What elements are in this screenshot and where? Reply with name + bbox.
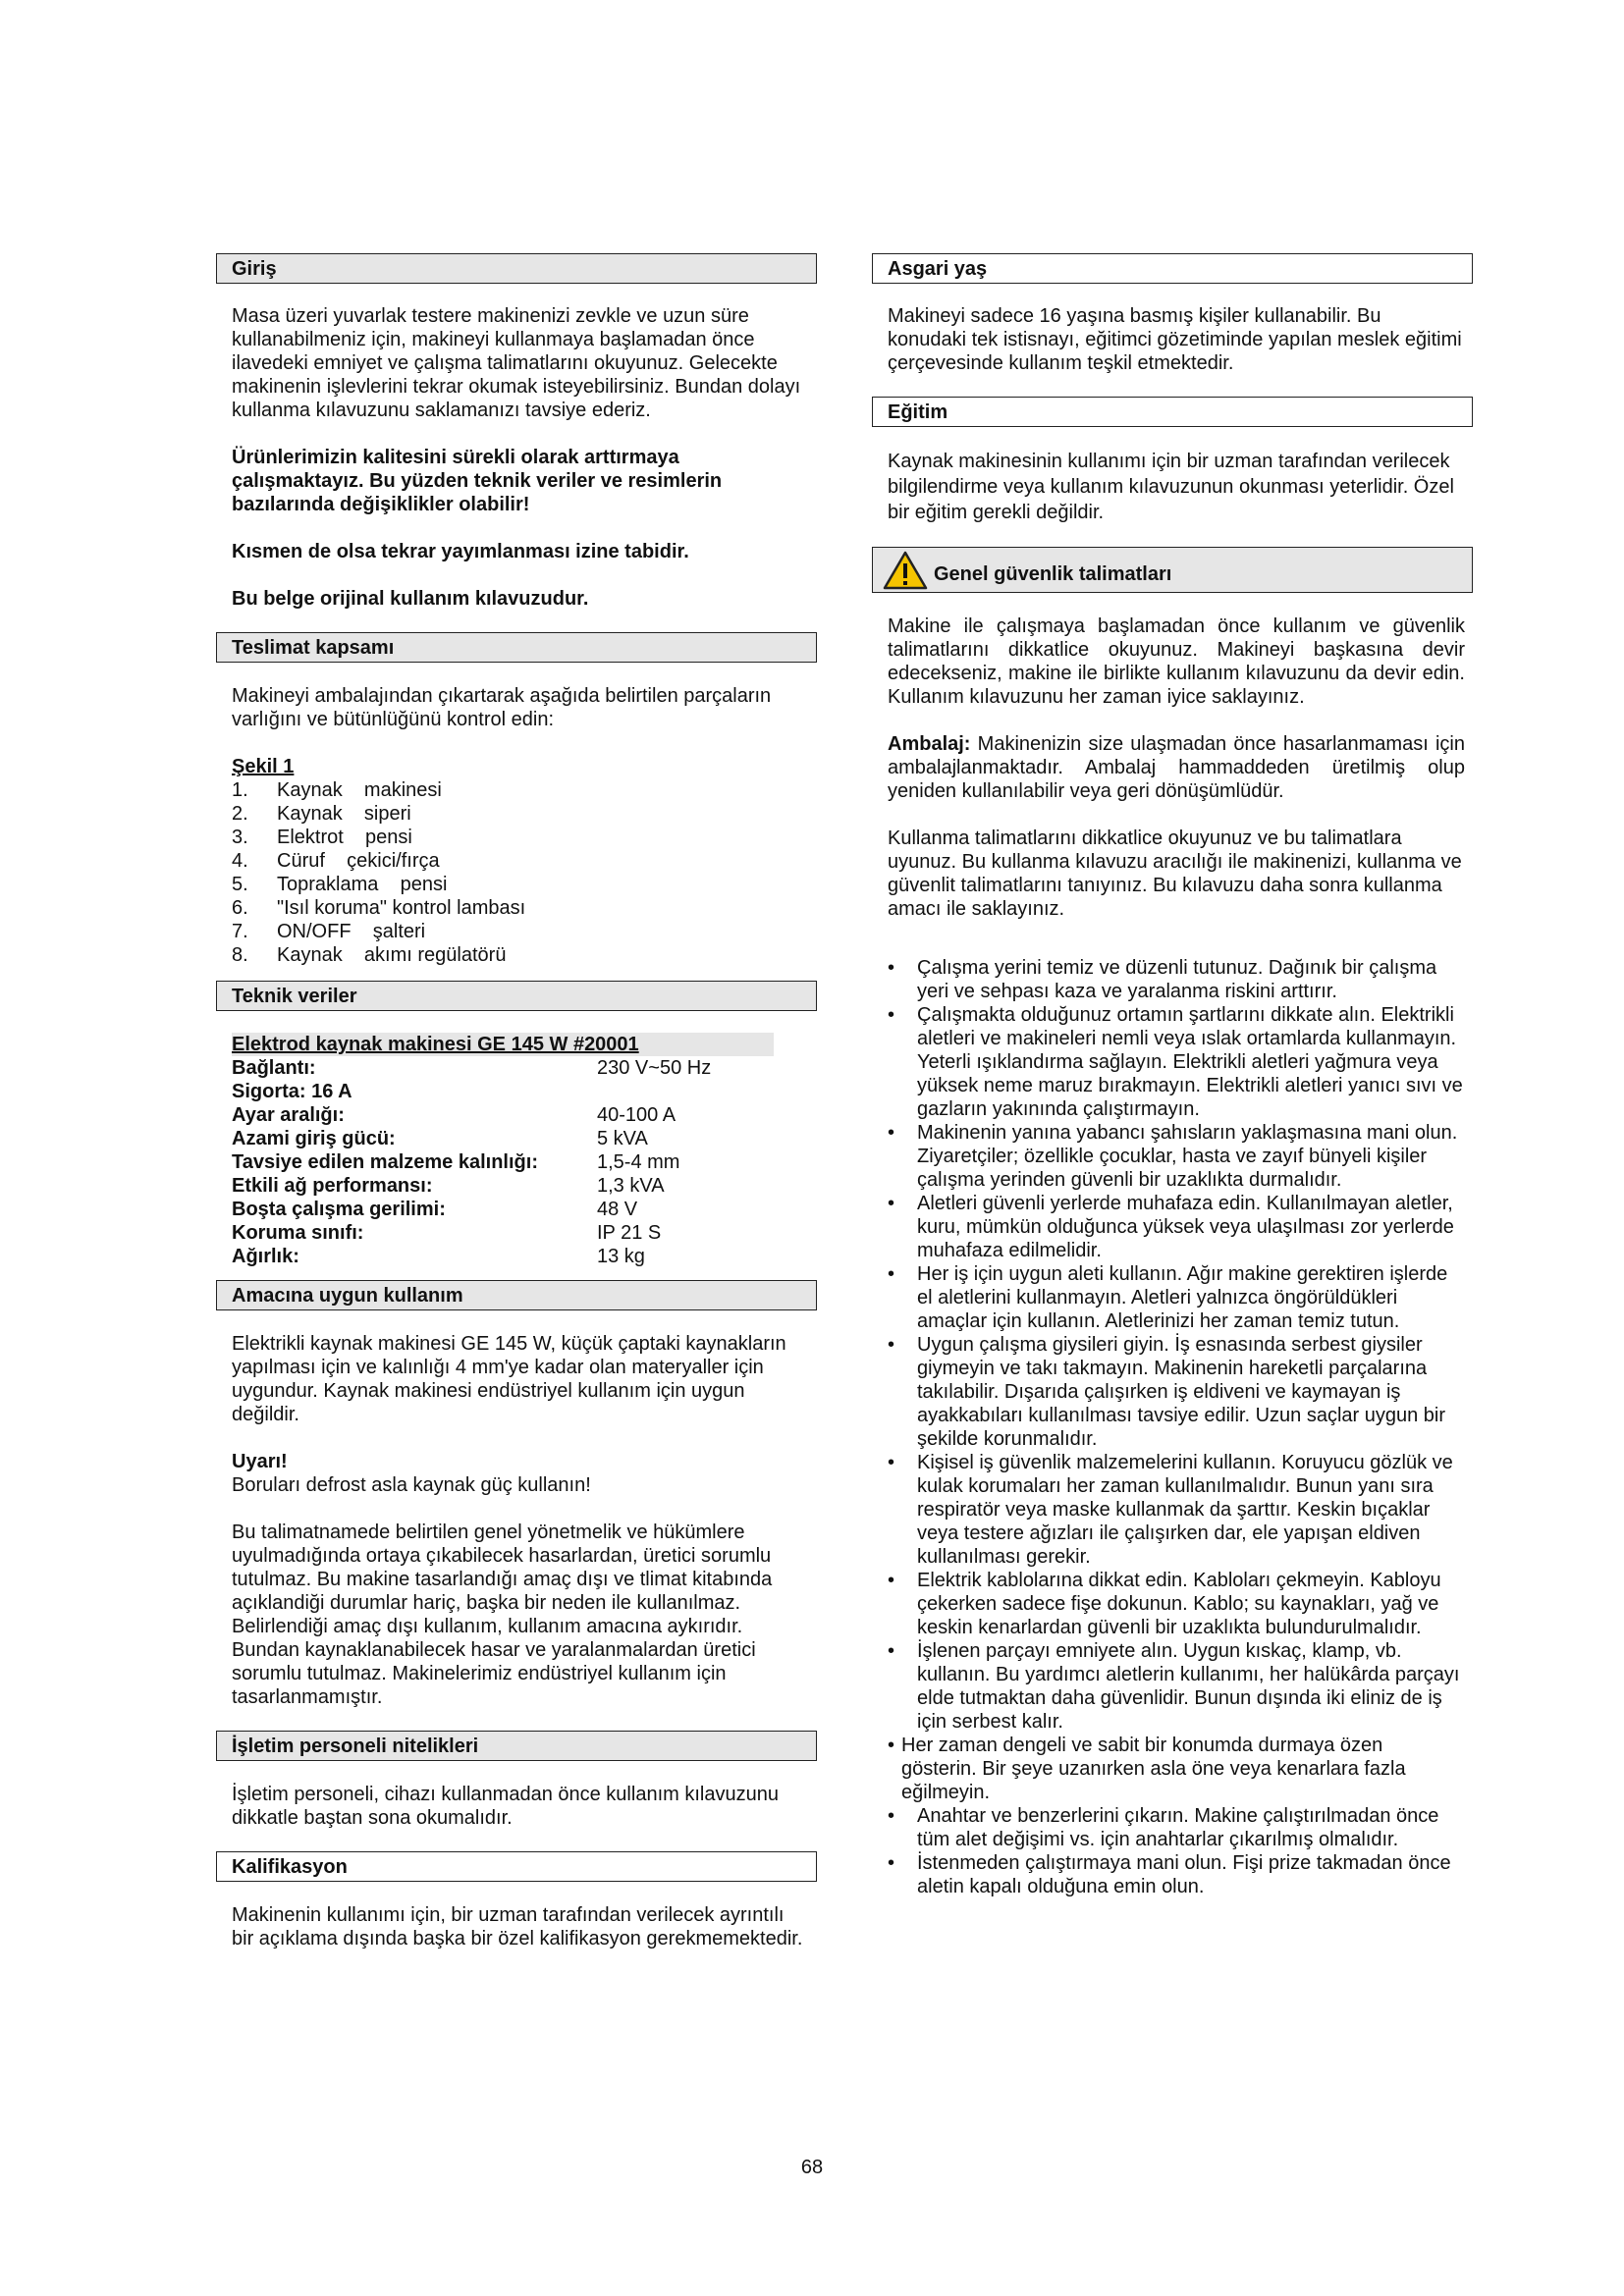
ambalaj-text: Makinenizin size ulaşmadan önce hasarlanmaması için ambalajlanmaktadır. Ambalaj hammaddeden üretilmiş olup yeniden kullanılabilir veya geri dönüşümlüdür. [888, 733, 1465, 802]
table-row: Boşta çalışma gerilimi: 48 V [232, 1199, 638, 1220]
list-item: • Uygun çalışma giysileri giyin. İş esnasında serbest giysiler giymeyin ve takı takmayın. Makinenin hareketli parçalarına takılabilir. Dışarıda çalışırken iş eldiveni ve kaymayan iş ayakkabıları kullanılması tavsiye edilir. Uzun saçlar uygun bir şekilde korunmalıdır. [888, 1334, 1446, 1450]
figure-label: Şekil 1 [232, 756, 295, 777]
safety-bullet-list [872, 956, 1473, 1898]
teknik-body [216, 1033, 817, 1268]
section-header-teknik: Teknik veriler [216, 981, 817, 1011]
list-item: 6. "Isıl koruma" kontrol lambası [232, 897, 526, 919]
isletim-paragraph: İşletim personeli, cihazı kullanmadan önce kullanım kılavuzunu dikkatle baştan sona okumalıdır. [232, 1784, 779, 1829]
guvenlik-title: Genel güvenlik talimatları [934, 563, 1172, 585]
liability-paragraph: Bu talimatnamede belirtilen genel yönetmelik ve hükümlere uyulmadığında ortaya çıkabilecek hasarlardan, üretici sorumlu tutulmaz. Bu makine tasarlandığı amaç dışı ve tlimat kitabında açıklandiği durumlar hariç, başka bir neden ile kullanılmaz. Belirlendiği amaç dışı kullanım, kullanım amacına aykırıdır. Bundan kaynaklanabilecek hasar ve yaralanmalardan üretici sorumlu tutulmaz. Makinelerimiz endüstriyel kullanım için tasarlanmamıştır. [232, 1522, 773, 1708]
table-row: Koruma sınıfı: IP 21 S [232, 1222, 662, 1244]
isletim-body [216, 1783, 817, 1830]
list-item: • İşlenen parçayı emniyete alın. Uygun kıskaç, klamp, vb. kullanın. Bu yardımcı aletlerin kullanımı, her halükârda parçayı elde tutmaktan daha güvenlidir. Bunun dışında iki eliniz de iş için serbest kalır. [888, 1640, 1460, 1733]
reprint-notice: Kısmen de olsa tekrar yayımlanması izine tabidir. [232, 541, 689, 562]
list-item: • Aletleri güvenli yerlerde muhafaza edin. Kullanılmayan aletler, kuru, mümkün olduğunca yüksek veya ulaşılması zor yerlerde muhafaza edilmelidir. [888, 1193, 1454, 1261]
list-item: • İstenmeden çalıştırmaya mani olun. Fişi prize takmadan önce aletin kapalı olduğuna emin olun. [888, 1852, 1451, 1897]
original-notice: Bu belge orijinal kullanım kılavuzudur. [232, 588, 589, 610]
section-header-teslimat: Teslimat kapsamı [216, 632, 817, 663]
list-item: • Elektrik kablolarına dikkat edin. Kabloları çekmeyin. Kabloyu çekerken sadece fişe dokunun. Kablo; su kaynakları, yağ ve keskin kenarlardan güvenli bir uzaklıkta bulundurulmalıdır. [888, 1570, 1441, 1638]
section-header-amac: Amacına uygun kullanım [216, 1280, 817, 1310]
list-item: • Her iş için uygun aleti kullanın. Ağır makine gerektiren işlerde el aletlerini kullanmayın. Aletleri yalnızca öngörüldükleri amaçlar için kullanın. Aletlerinizi her zaman temiz tutun. [888, 1263, 1448, 1332]
warning-title: Uyarı! [232, 1451, 288, 1472]
egitim-body [872, 449, 1473, 525]
section-header-egitim: Eğitim [872, 397, 1473, 427]
guvenlik-paragraph-2: Kullanma talimatlarını dikkatlice okuyunuz ve bu talimatlara uyunuz. Bu kullanma kılavuzu aracılığı ile makinenizi, kullanma ve güvenlit talimatlarını tanıyınız. Bu kılavuzu daha sonra kullanma amacı ile saklayınız. [888, 828, 1462, 920]
section-header-kalifikasyon: Kalifikasyon [216, 1851, 817, 1882]
page-number: 68 [800, 2157, 824, 2178]
egitim-paragraph: Kaynak makinesinin kullanımı için bir uzman tarafından verilecek bilgilendirme veya kullanım kılavuzunun okunması yeterlidir. Özel bir eğitim gerekli değildir. [888, 451, 1454, 523]
list-item: 2. Kaynak siperi [232, 803, 411, 825]
left-column [216, 253, 817, 1950]
quality-notice: Ürünlerimizin kalitesini sürekli olarak arttırmaya çalışmaktayız. Bu yüzden teknik veriler ve resimlerin bazılarında değişiklikler olabilir! [232, 447, 723, 515]
section-header-guvenlik [872, 547, 1473, 593]
asgari-body [872, 304, 1473, 375]
asgari-paragraph: Makineyi sadece 16 yaşına basmış kişiler kullanabilir. Bu konudaki tek istisnayı, eğitimci gözetiminde yapılan meslek eğitimi çerçevesinde kullanım teşkil etmektedir. [888, 305, 1462, 374]
list-item: • Kişisel iş güvenlik malzemelerini kullanın. Koruyucu gözlük ve kulak korumaları her zaman kullanılmalıdır. Bunun yanı sıra respiratör veya maske kullanmak da şarttır. Keskin bıçaklar veya testere ağızları ile çalışırken dar, ele yapışan eldiven kullanılması gerekir. [888, 1452, 1453, 1568]
section-header-asgari: Asgari yaş [872, 253, 1473, 284]
list-item: • Anahtar ve benzerlerini çıkarın. Makine çalıştırılmadan önce tüm alet değişimi vs. için anahtarlar çıkarılmış olmalıdır. [888, 1805, 1439, 1850]
warning-triangle-icon [883, 551, 928, 590]
tech-data-table [232, 1033, 782, 1268]
table-row: Sigorta: 16 A [232, 1081, 352, 1102]
teslimat-paragraph: Makineyi ambalajından çıkartarak aşağıda belirtilen parçaların varlığını ve bütünlüğünü kontrol edin: [232, 685, 772, 730]
amac-paragraph: Elektrikli kaynak makinesi GE 145 W, küçük çaptaki kaynakların yapılması için ve kalınlığı 4 mm'ye kadar olan materyaller için uygundur. Kaynak makinesi endüstriyel kullanım için uygun değildir. [232, 1333, 786, 1425]
table-row: Bağlantı: 230 V~50 Hz [232, 1057, 712, 1079]
kalifikasyon-body [216, 1903, 817, 1950]
list-item: • Makinenin yanına yabancı şahısların yaklaşmasına mani olun. Ziyaretçiler; özellikle çocuklar, hasta ve zayıf bünyeli kişiler çalışma yerinden güvenli bir uzaklıkta durmalıdır. [888, 1122, 1458, 1191]
giris-paragraph: Masa üzeri yuvarlak testere makinenizi zevkle ve uzun süre kullanabilmeniz için, makineyi kullanmaya başlamadan önce ilavedeki emniyet ve çalışma talimatlarını okuyunuz. Gelecekte makinenin işlevlerini tekrar okumak isteyebilirsiniz. Bundan dolayı kullanma kılavuzunu saklamanızı tavsiye ederiz. [232, 305, 801, 421]
teslimat-body [216, 684, 817, 967]
kalifikasyon-paragraph: Makinenin kullanımı için, bir uzman tarafından verilecek ayrıntılı bir açıklama dışında başka bir özel kalifikasyon gerekmemektedir. [232, 1904, 803, 1949]
table-row: Tavsiye edilen malzeme kalınlığı: 1,5-4 mm [232, 1151, 680, 1173]
warning-text: Boruları defrost asla kaynak güç kullanın! [232, 1474, 591, 1496]
list-item: 4. Cüruf çekici/fırça [232, 850, 440, 872]
table-row: Etkili ağ performansı: 1,3 kVA [232, 1175, 665, 1197]
guvenlik-body-2 [872, 827, 1473, 921]
list-item: 1. Kaynak makinesi [232, 779, 442, 801]
section-header-isletim: İşletim personeli nitelikleri [216, 1731, 817, 1761]
section-header-giris: Giriş [216, 253, 817, 284]
list-item: • Çalışma yerini temiz ve düzenli tutunuz. Dağınık bir çalışma yeri ve sehpası kaza ve yaralanma riskini arttırır. [888, 957, 1437, 1002]
table-row: Azami giriş gücü: 5 kVA [232, 1128, 648, 1149]
right-column [872, 253, 1473, 1898]
list-item: 5. Topraklama pensi [232, 874, 448, 895]
amac-body [216, 1332, 817, 1709]
delivery-list [232, 778, 809, 967]
list-item: 3. Elektrot pensi [232, 827, 412, 848]
ambalaj-paragraph [888, 732, 1465, 803]
table-row: Ayar aralığı: 40-100 A [232, 1104, 677, 1126]
ambalaj-label: Ambalaj: [888, 733, 971, 755]
list-item: • Her zaman dengeli ve sabit bir konumda durmaya özen gösterin. Bir şeye uzanırken asla öne veya kenarlara fazla eğilmeyin. [888, 1735, 1406, 1803]
table-row: Ağırlık: 13 kg [232, 1246, 645, 1267]
guvenlik-paragraph: Makine ile çalışmaya başlamadan önce kullanım ve güvenlik talimatlarını dikkatlice okuyunuz. Makineyi başkasına devir edecekseniz, makine ile birlikte kullanım kılavuzunu da devir edin. Kullanım kılavuzunu her zaman iyice saklayınız. [888, 615, 1465, 708]
giris-body [216, 304, 817, 611]
list-item: 8. Kaynak akımı regülatörü [232, 944, 507, 966]
tech-table-title: Elektrod kaynak makinesi GE 145 W #20001 [232, 1033, 774, 1056]
list-item: • Çalışmakta olduğunuz ortamın şartlarını dikkate alın. Elektrikli aletleri ve makineleri nemli veya ıslak ortamlarda kullanmayın. Yeterli ışıklandırma sağlayın. Elektrikli aletleri yağmura veya yüksek neme maruz bırakmayın. Elektrikli aletleri yanıcı sıvı ve gazların yakınında çalıştırmayın. [888, 1004, 1463, 1120]
list-item: 7. ON/OFF şalteri [232, 921, 426, 942]
guvenlik-body [872, 614, 1473, 803]
